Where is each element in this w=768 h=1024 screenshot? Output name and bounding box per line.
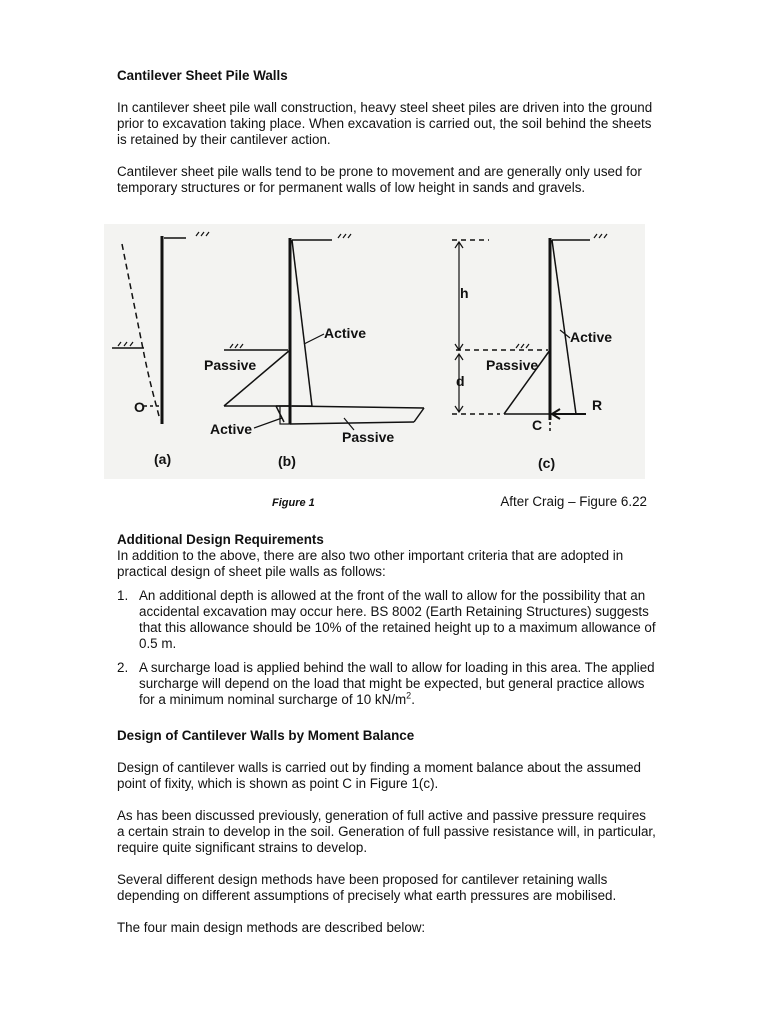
passive-label-b-toe: Passive (342, 429, 395, 445)
active-label-b-toe: Active (210, 421, 253, 437)
passive-label-b: Passive (204, 357, 257, 373)
panel-c-label: (c) (538, 455, 556, 471)
requirements-list (117, 588, 657, 708)
active-label-b: Active (324, 325, 367, 341)
additional-design-section (117, 532, 657, 708)
list-item-text: An additional depth is allowed at the front of the wall to allow for the possibility that an accidental excavation may occur here. BS 8002 (Earth Retaining Structures) suggests that this allowance should be 10% of the retained height up to a maximum allowance of 0.5 m. (139, 588, 656, 651)
active-label-c: Active (570, 329, 613, 345)
list-item-end: . (411, 692, 415, 707)
list-item (117, 588, 657, 652)
additional-intro: In addition to the above, there are also two other important criteria that are adopted in practical design of sheet pile walls as follows: (117, 548, 624, 579)
usage-paragraph: Cantilever sheet pile walls tend to be prone to movement and are generally only used for temporary structures or for permanent walls of low height in sands and gravels. (117, 164, 642, 195)
figure-caption-row (117, 494, 647, 512)
superscript: 2 (406, 690, 412, 701)
moment-para-3: Several different design methods have been proposed for cantilever retaining walls depending on different assumptions of precisely what earth pressures are mobilised. (117, 872, 617, 903)
list-item-number: 2. (117, 660, 129, 675)
point-o-label: O (134, 399, 145, 415)
moment-balance-section (117, 728, 657, 936)
moment-para-2: As has been discussed previously, generation of full active and passive pressure requires a certain strain to develop in the soil. Generation of full passive resistance will, in particular, require quite significant strains to develop. (117, 808, 656, 855)
figure-1-diagram (104, 224, 645, 479)
additional-heading: Additional Design Requirements (117, 532, 324, 547)
dim-h-label: h (460, 285, 469, 301)
document-title: Cantilever Sheet Pile Walls (117, 68, 288, 83)
figure-caption: Figure 1 (272, 497, 315, 509)
moment-heading: Design of Cantilever Walls by Moment Balance (117, 728, 415, 743)
document-page (117, 62, 657, 935)
intro-paragraph: In cantilever sheet pile wall construction, heavy steel sheet piles are driven into the ground prior to excavation taking place. When excavation is carried out, the soil behind the sheets is retained by their cantilever action. (117, 100, 653, 147)
moment-para-1: Design of cantilever walls is carried out by finding a moment balance about the assumed point of fixity, which is shown as point C in Figure 1(c). (117, 760, 642, 791)
list-item-number: 1. (117, 588, 129, 603)
dim-d-label: d (456, 373, 465, 389)
point-c-label: C (532, 417, 543, 433)
figure-credit: After Craig – Figure 6.22 (500, 494, 647, 509)
list-item-text: A surcharge load is applied behind the wall to allow for loading in this area. The applied surcharge will depend on the load that might be expected, but general practice allows for a minimum nominal surcharge of 10 kN/m (139, 660, 655, 707)
panel-a (112, 232, 209, 424)
panel-a-label: (a) (154, 451, 172, 467)
moment-para-4: The four main design methods are described below: (117, 920, 426, 935)
passive-label-c: Passive (486, 357, 539, 373)
point-r-label: R (592, 397, 603, 413)
panel-b-label: (b) (278, 453, 296, 469)
list-item (117, 660, 657, 708)
